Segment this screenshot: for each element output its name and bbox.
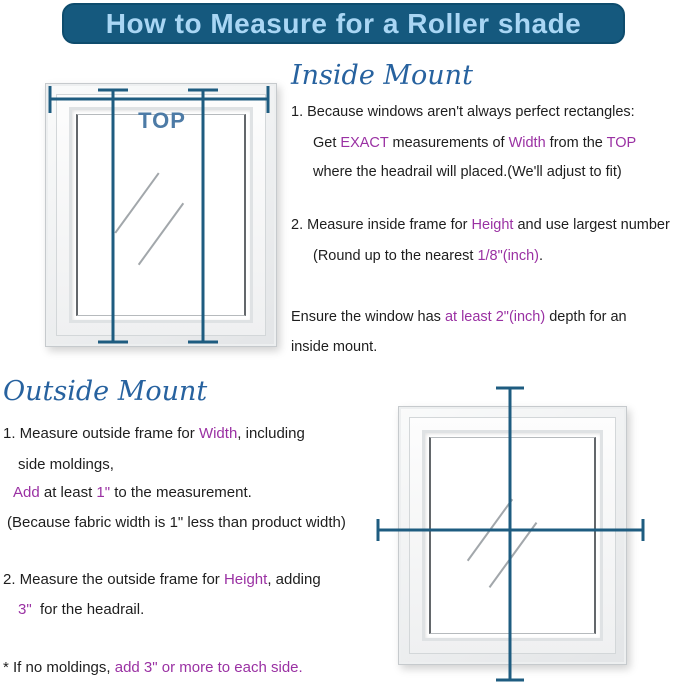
outside-mount-step2-line2: 3" for the headrail. bbox=[18, 601, 145, 618]
page-title: How to Measure for a Roller shade bbox=[105, 7, 582, 39]
inside-mount-step2-line1: 2. Measure inside frame for Height and use largest number bbox=[291, 217, 670, 233]
inside-mount-step2-line2: (Round up to the nearest 1/8"(inch). bbox=[313, 248, 544, 264]
inside-mount-step1-line3: where the headrail will placed.(We'll adjust to fit) bbox=[313, 164, 622, 180]
inside-mount-measurement-lines bbox=[40, 78, 280, 355]
top-label: TOP bbox=[138, 108, 186, 133]
outside-mount-step1-line4: (Because fabric width is 1" less than product width) bbox=[7, 514, 346, 531]
outside-mount-heading: Outside Mount bbox=[3, 376, 208, 407]
inside-mount-note-line2: inside mount. bbox=[291, 339, 378, 355]
inside-mount-heading: Inside Mount bbox=[291, 60, 473, 91]
outside-mount-step1-line1: 1. Measure outside frame for Width, including bbox=[3, 425, 305, 442]
title-banner bbox=[62, 3, 625, 44]
outside-mount-step1-line3: Add at least 1" to the measurement. bbox=[13, 484, 252, 501]
outside-mount-step1-line2: side moldings, bbox=[18, 456, 114, 473]
inside-mount-note-line1: Ensure the window has at least 2"(inch) depth for an bbox=[291, 309, 627, 325]
outside-mount-measurement-lines bbox=[372, 380, 653, 685]
outside-mount-step2-line1: 2. Measure the outside frame for Height, adding bbox=[3, 571, 321, 588]
inside-mount-step1-line1: 1. Because windows aren't always perfect rectangles: bbox=[291, 104, 635, 120]
inside-mount-step1-line2: Get EXACT measurements of Width from the TOP bbox=[313, 135, 637, 151]
outside-mount-footnote: * If no moldings, add 3" or more to each side. bbox=[3, 659, 303, 676]
